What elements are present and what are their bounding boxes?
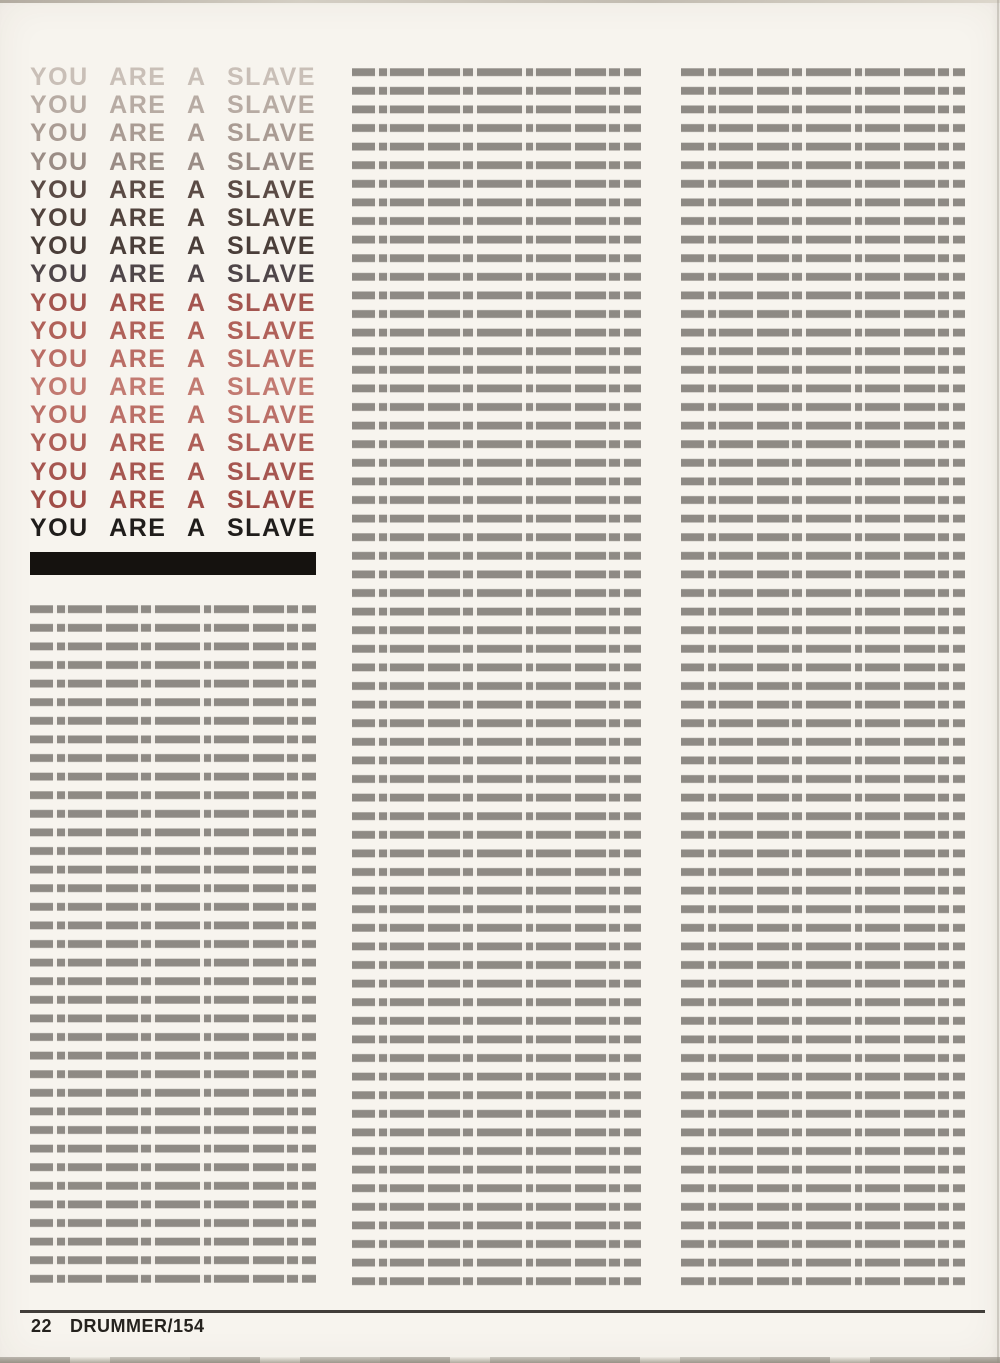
slave-line-word: SLAVE (227, 119, 316, 148)
slave-line-word: YOU (30, 373, 89, 402)
slave-line-word: ARE (109, 260, 167, 289)
slave-line-word: SLAVE (227, 401, 316, 430)
slave-line-word: YOU (30, 175, 89, 204)
slave-line-word: SLAVE (227, 288, 316, 317)
slave-line-word: YOU (30, 344, 89, 373)
slave-line-word: SLAVE (227, 514, 316, 542)
slave-line-word: SLAVE (227, 429, 316, 458)
slave-line-word: YOU (30, 316, 89, 345)
page-footer (31, 1316, 205, 1337)
slave-line-word: YOU (30, 288, 89, 317)
slave-line (30, 317, 316, 345)
slave-line-word: SLAVE (227, 260, 316, 289)
slave-line-word: ARE (109, 91, 167, 120)
slave-line-word: YOU (30, 203, 89, 232)
body-text-column-2 (352, 63, 641, 1293)
slave-line-word: SLAVE (227, 63, 316, 91)
slave-line-word: SLAVE (227, 232, 316, 261)
slave-line-word: YOU (30, 401, 89, 430)
slave-line (30, 63, 316, 91)
magazine-title: DRUMMER/154 (70, 1316, 205, 1336)
slave-line-word: ARE (109, 373, 167, 402)
slave-line-word: ARE (109, 485, 167, 514)
slave-line-word: YOU (30, 429, 89, 458)
slave-line-word: ARE (109, 63, 167, 91)
scan-edge-right (997, 0, 999, 1363)
slave-line-word: YOU (30, 485, 89, 514)
slave-line (30, 91, 316, 119)
slave-line-word: ARE (109, 344, 167, 373)
slave-line-word: YOU (30, 514, 89, 542)
slave-line-word: A (186, 344, 207, 373)
slave-line (30, 458, 316, 486)
slave-line-word: SLAVE (227, 203, 316, 232)
black-divider-bar (30, 552, 316, 575)
slave-line-word: ARE (109, 429, 167, 458)
slave-line-word: A (186, 429, 207, 458)
slave-line-word: SLAVE (227, 373, 316, 402)
body-text-column-1 (30, 600, 316, 1293)
slave-line-word: A (186, 485, 207, 514)
you-are-a-slave-block (30, 63, 316, 542)
slave-line-word: SLAVE (227, 344, 316, 373)
slave-line (30, 514, 316, 542)
slave-line (30, 345, 316, 373)
slave-line-word: A (186, 91, 207, 120)
slave-line-word: ARE (109, 288, 167, 317)
slave-line-word: ARE (109, 203, 167, 232)
slave-line-word: ARE (109, 147, 167, 176)
slave-line-word: A (186, 63, 207, 91)
slave-line-word: YOU (30, 457, 89, 486)
slave-line (30, 232, 316, 260)
slave-line-word: A (186, 373, 207, 402)
slave-line-word: A (186, 203, 207, 232)
slave-line-word: ARE (109, 401, 167, 430)
slave-line-word: A (186, 260, 207, 289)
slave-line-word: YOU (30, 260, 89, 289)
slave-line-word: A (186, 514, 207, 542)
scan-edge-top (0, 0, 1000, 3)
slave-line-word: A (186, 288, 207, 317)
slave-line-word: SLAVE (227, 457, 316, 486)
slave-line (30, 373, 316, 401)
footer-rule (20, 1310, 985, 1313)
slave-line-word: SLAVE (227, 485, 316, 514)
slave-line (30, 204, 316, 232)
page-number: 22 (31, 1316, 53, 1336)
slave-line-word: ARE (109, 316, 167, 345)
slave-line-word: A (186, 119, 207, 148)
slave-line-word: SLAVE (227, 316, 316, 345)
slave-line-word: ARE (109, 119, 167, 148)
slave-line-word: YOU (30, 232, 89, 261)
slave-line-word: A (186, 401, 207, 430)
slave-line-word: ARE (109, 457, 167, 486)
slave-line (30, 119, 316, 147)
slave-line-word: A (186, 316, 207, 345)
slave-line (30, 148, 316, 176)
slave-line-word: YOU (30, 91, 89, 120)
slave-line (30, 429, 316, 457)
slave-line-word: ARE (109, 175, 167, 204)
slave-line (30, 176, 316, 204)
slave-line-word: ARE (109, 514, 167, 542)
slave-line-word: SLAVE (227, 147, 316, 176)
slave-line-word: YOU (30, 63, 89, 91)
slave-line-word: ARE (109, 232, 167, 261)
body-text-column-3 (681, 63, 965, 1293)
slave-line-word: SLAVE (227, 175, 316, 204)
slave-line-word: YOU (30, 119, 89, 148)
slave-line (30, 486, 316, 514)
slave-line-word: A (186, 175, 207, 204)
slave-line-word: SLAVE (227, 91, 316, 120)
slave-line-word: A (186, 232, 207, 261)
scan-edge-bottom (0, 1357, 1000, 1363)
slave-line-word: YOU (30, 147, 89, 176)
slave-line (30, 401, 316, 429)
slave-line (30, 289, 316, 317)
slave-line-word: A (186, 457, 207, 486)
slave-line-word: A (186, 147, 207, 176)
slave-line (30, 260, 316, 288)
